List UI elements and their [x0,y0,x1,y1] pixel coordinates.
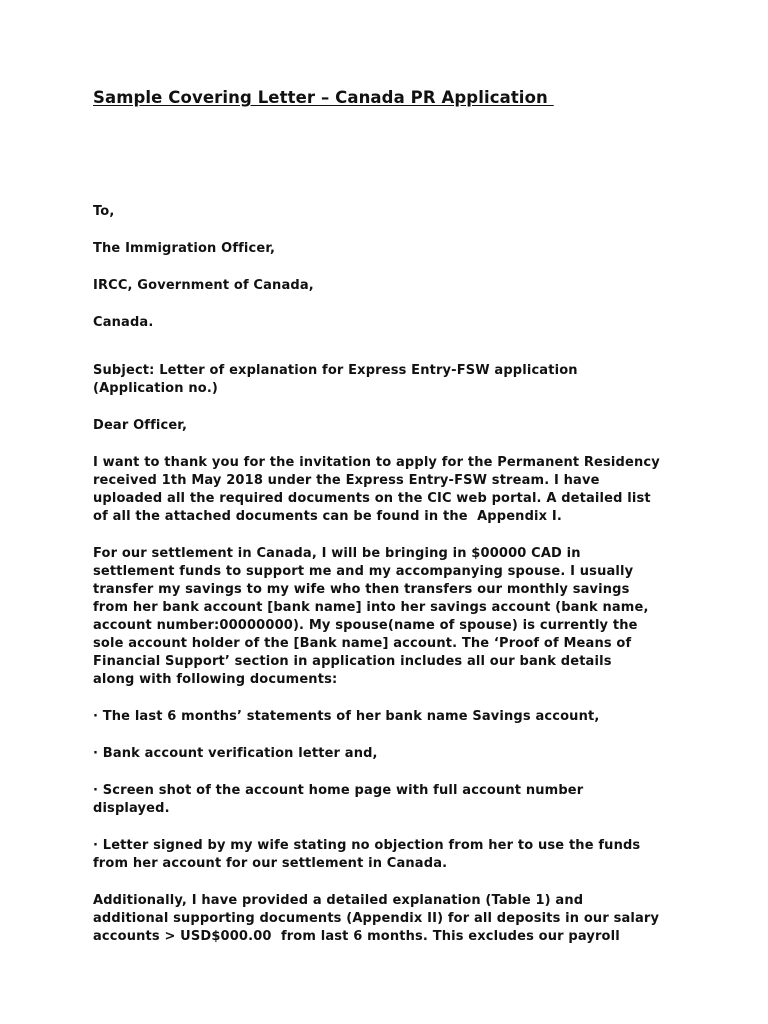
address-to: To, [93,204,115,219]
address-department: IRCC, Government of Canada, [93,278,314,293]
bullet-item: · Bank account verification letter and, [93,746,378,761]
subject-line: Subject: Letter of explanation for Express Entry-FSW application (Application no.) [93,363,578,396]
document-title: Sample Covering Letter – Canada PR Application [93,88,554,107]
salutation: Dear Officer, [93,418,188,433]
bullet-item: · The last 6 months’ statements of her bank name Savings account, [93,709,600,724]
bullet-item: · Screen shot of the account home page with full account number displayed. [93,783,584,816]
letter-body [93,203,713,965]
paragraph-additional: Additionally, I have provided a detailed explanation (Table 1) and additional supporting documents (Appendix II) for all deposits in our salary accounts > USD$000.00 from last 6 months. This excludes our payroll [93,893,660,944]
bullet-item: · Letter signed by my wife stating no objection from her to use the funds from her account for our settlement in Canada. [93,838,641,871]
address-country: Canada. [93,315,154,330]
paragraph-funds: For our settlement in Canada, I will be bringing in $00000 CAD in settlement funds to support me and my accompanying spouse. I usually transfer my savings to my wife who then transfers our monthly savings from her bank account [bank name] into her savings account (bank name, account number:00000000). My spouse(name of spouse) is currently the sole account holder of the [Bank name] account. The ‘Proof of Means of Financial Support’ section in application includes all our bank details along with following documents: [93,546,649,687]
address-recipient: The Immigration Officer, [93,241,276,256]
paragraph-intro: I want to thank you for the invitation to apply for the Permanent Residency received 1th May 2018 under the Express Entry-FSW stream. I have uploaded all the required documents on the CIC web portal. A detailed list of all the attached documents can be found in the Appendix I. [93,455,660,524]
